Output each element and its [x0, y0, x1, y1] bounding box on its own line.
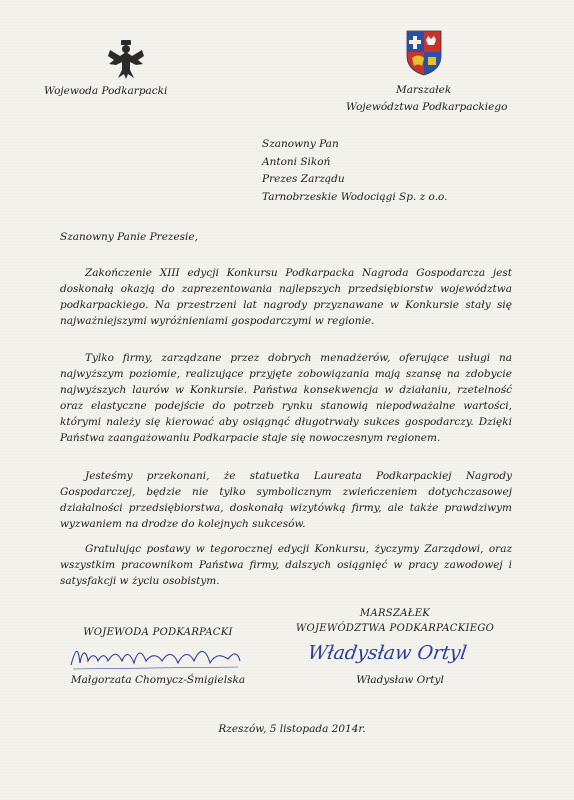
right-header-title-line1: Marszałek [396, 84, 452, 96]
left-header-title: Wojewoda Podkarpacki [44, 85, 168, 97]
right-handwritten-signature: Władysław Ortyl [306, 642, 469, 664]
recipient-line-1: Szanowny Pan [262, 138, 339, 150]
left-signatory-title: WOJEWODA PODKARPACKI [83, 627, 233, 638]
paragraph-2: Tylko firmy, zarządzane przez dobrych menadżerów, oferujące usługi na najwyższym poziomie, realizujące przyjęte zobowiązania mają szansę na zdobycie najwyższych laurów w Konkursie. Państwa konsekwencja w działaniu, rzetelność oraz elastyczne podejście do potrzeb rynku stanowią niepodważalne wartości, którymi należy się kierować aby osiągnąć długotrwały sukces gospodarczy. Dzięki Państwa zaangażowaniu Podkarpacie staje się nowoczesnym regionem. [60, 352, 512, 444]
right-signatory-name: Władysław Ortyl [356, 674, 444, 686]
recipient-line-2: Antoni Sikoń [262, 155, 331, 168]
recipient-line-3: Prezes Zarządu [262, 173, 345, 185]
place-and-date: Rzeszów, 5 listopada 2014r. [218, 723, 366, 735]
eagle-emblem-icon [106, 38, 146, 82]
recipient-block [262, 136, 447, 206]
paragraph-3: Jesteśmy przekonani, że statuetka Laureata Podkarpackiej Nagrody Gospodarczej, będzie nie tylko symbolicznym zwieńczeniem dotychczasowej działalności przedsiębiorstwa, doskonałą wizytówką firmy, ale także prawdziwym wyzwaniem na drodze do kolejnych sukcesów. [60, 470, 512, 530]
right-header-title-line2: Województwa Podkarpackiego [346, 101, 508, 113]
paragraph-4: Gratulując postawy w tegorocznej edycji Konkursu, życzymy Zarządowi, oraz wszystkim pracownikom Państwa firmy, dalszych osiągnięć w pracy zawodowej i satysfakcji w życiu osobistym. [60, 543, 512, 587]
left-signatory-name: Małgorzata Chomycz-Śmigielska [70, 674, 246, 686]
right-signatory-title-line2: WOJEWÓDZTWA PODKARPACKIEGO [295, 623, 495, 634]
paragraph-1: Zakończenie XIII edycji Konkursu Podkarpacka Nagroda Gospodarcza jest doskonałą okazją do zaprezentowania najlepszych przedsiębiorstw województwa podkarpackiego. Na przestrzeni lat nagrody przyznawane w Konkursie stały się najważniejszymi wyróżnieniami gospodarczymi w regionie. [60, 267, 512, 327]
right-signatory-title-line1: MARSZAŁEK [359, 608, 431, 619]
recipient-line-4: Tarnobrzeskie Wodociągi Sp. z o.o. [262, 190, 448, 203]
salutation: Szanowny Panie Prezesie, [60, 231, 198, 243]
left-handwritten-signature [68, 641, 243, 675]
coat-of-arms-icon [406, 30, 442, 76]
